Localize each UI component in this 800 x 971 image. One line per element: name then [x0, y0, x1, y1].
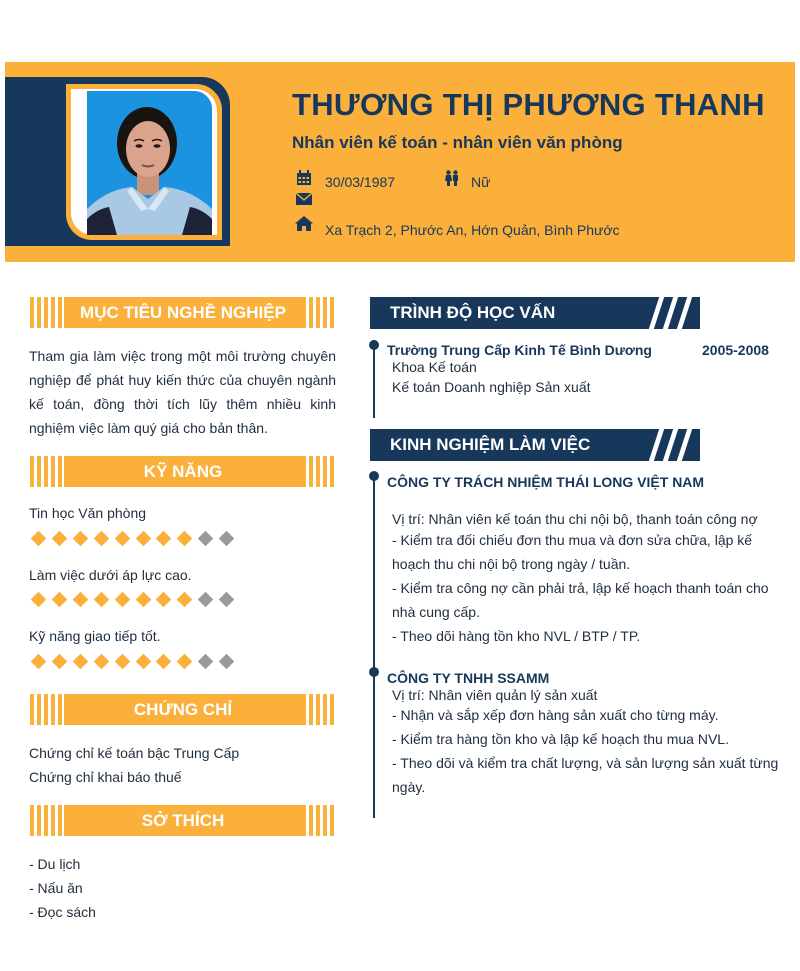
rating-diamond-filled	[31, 531, 47, 547]
rating-diamond-filled	[73, 531, 89, 547]
job-position: Vị trí: Nhân viên quản lý sản xuất	[392, 687, 598, 703]
job-position: Vị trí: Nhân viên kế toán thu chi nội bộ, thanh toán công nợ	[392, 511, 758, 527]
skills-title: KỸ NĂNG	[143, 462, 223, 481]
rating-diamond-empty	[219, 654, 235, 670]
skill-name: Làm việc dưới áp lực cao.	[29, 567, 192, 583]
experience-banner	[370, 429, 700, 461]
hobby-item: - Du lịch	[29, 856, 81, 872]
hobby-item: - Đọc sách	[29, 904, 96, 920]
skills-banner	[30, 456, 336, 487]
rating-diamond-filled	[93, 531, 109, 547]
calendar-icon	[296, 170, 312, 186]
rating-diamond-filled	[73, 654, 89, 670]
skill-name: Kỹ năng giao tiếp tốt.	[29, 628, 161, 644]
certificate-item: Chứng chỉ khai báo thuế	[29, 769, 182, 785]
rating-diamond-filled	[135, 531, 151, 547]
home-icon	[295, 216, 313, 231]
rating-diamond-filled	[135, 592, 151, 608]
job-duty: - Theo dõi và kiểm tra chất lượng, và sản lượng sản xuất từng	[392, 755, 779, 771]
hobbies-banner	[30, 805, 336, 836]
rating-diamond-empty	[219, 592, 235, 608]
experience-timeline	[373, 472, 375, 818]
rating-diamond-filled	[177, 531, 193, 547]
rating-diamond-filled	[156, 531, 172, 547]
faculty: Khoa Kế toán	[392, 359, 477, 375]
rating-diamond-filled	[93, 654, 109, 670]
rating-diamond-filled	[114, 531, 130, 547]
objective-text: Tham gia làm việc trong một môi trường chuyên nghiệp để phát huy kiến thức của chuyên ngành kế toán, đồng thời tích lũy thêm nhiều kinh nghiệm việc làm quý giá cho bản thân.	[29, 348, 336, 436]
rating-diamond-filled	[73, 592, 89, 608]
education-timeline	[373, 340, 375, 418]
rating-diamond-filled	[93, 592, 109, 608]
job-duty: nhà cung cấp.	[392, 604, 480, 620]
address: Xa Trạch 2, Phước An, Hớn Quản, Bình Phước	[325, 222, 620, 238]
rating-diamond-filled	[135, 654, 151, 670]
major: Kế toán Doanh nghiệp Sản xuất	[392, 379, 591, 395]
header	[5, 62, 795, 262]
certificates-banner	[30, 694, 336, 725]
rating-diamond-filled	[31, 654, 47, 670]
school-years: 2005-2008	[702, 342, 769, 358]
job-title: Nhân viên kế toán - nhân viên văn phòng	[292, 133, 623, 152]
rating-diamond-filled	[156, 592, 172, 608]
objective-title: MỤC TIÊU NGHỀ NGHIỆP	[80, 303, 286, 322]
rating-diamond-filled	[177, 592, 193, 608]
job-duty: - Theo dõi hàng tồn kho NVL / BTP / TP.	[392, 628, 641, 644]
rating-diamond-filled	[177, 654, 193, 670]
photo-frame	[5, 77, 230, 246]
rating-diamond-empty	[219, 531, 235, 547]
rating-diamond-filled	[52, 531, 68, 547]
rating-diamond-empty	[198, 654, 214, 670]
rating-diamond-filled	[156, 654, 172, 670]
school-name: Trường Trung Cấp Kinh Tế Bình Dương	[387, 342, 652, 358]
hobby-item: - Nấu ăn	[29, 880, 83, 896]
education-title: TRÌNH ĐỘ HỌC VẤN	[390, 303, 556, 322]
certificates-title: CHỨNG CHỈ	[133, 700, 233, 719]
rating-diamond-empty	[198, 531, 214, 547]
rating-diamond-filled	[114, 654, 130, 670]
hobbies-title: SỞ THÍCH	[141, 811, 225, 830]
skill-rating	[33, 533, 243, 549]
rating-diamond-filled	[31, 592, 47, 608]
birthdate: 30/03/1987	[325, 174, 396, 190]
objective-banner	[30, 297, 336, 328]
job-duty: - Kiểm tra đối chiếu đơn thu mua và đơn sửa chữa, lập kế	[392, 532, 753, 548]
rating-diamond-filled	[52, 592, 68, 608]
gender: Nữ	[471, 174, 491, 190]
gender-icon	[444, 170, 460, 186]
rating-diamond-empty	[198, 592, 214, 608]
skill-name: Tin học Văn phòng	[29, 505, 147, 521]
education-banner	[370, 297, 700, 329]
email-icon	[296, 193, 312, 205]
company-name: CÔNG TY TRÁCH NHIỆM THÁI LONG VIỆT NAM	[387, 474, 705, 490]
certificate-item: Chứng chỉ kế toán bậc Trung Cấp	[29, 745, 240, 761]
experience-title: KINH NGHIỆM LÀM VIỆC	[390, 435, 591, 454]
job-duty: - Nhận và sắp xếp đơn hàng sản xuất cho từng máy.	[392, 707, 719, 723]
job-duty: - Kiểm tra hàng tồn kho và lập kế hoạch thu mua NVL.	[392, 731, 729, 747]
rating-diamond-filled	[52, 654, 68, 670]
avatar	[87, 91, 212, 235]
job-duty: hoạch thu chi nội bộ trong ngày / tuần.	[392, 556, 631, 572]
skill-rating	[33, 656, 243, 672]
job-duty: - Kiểm tra công nợ cần phải trả, lập kế hoạch thanh toán cho	[392, 580, 769, 596]
skill-rating	[33, 594, 243, 610]
job-duty: ngày.	[392, 779, 426, 795]
company-name: CÔNG TY TNHH SSAMM	[387, 670, 550, 686]
candidate-name: THƯƠNG THỊ PHƯƠNG THANH	[292, 87, 765, 122]
rating-diamond-filled	[114, 592, 130, 608]
